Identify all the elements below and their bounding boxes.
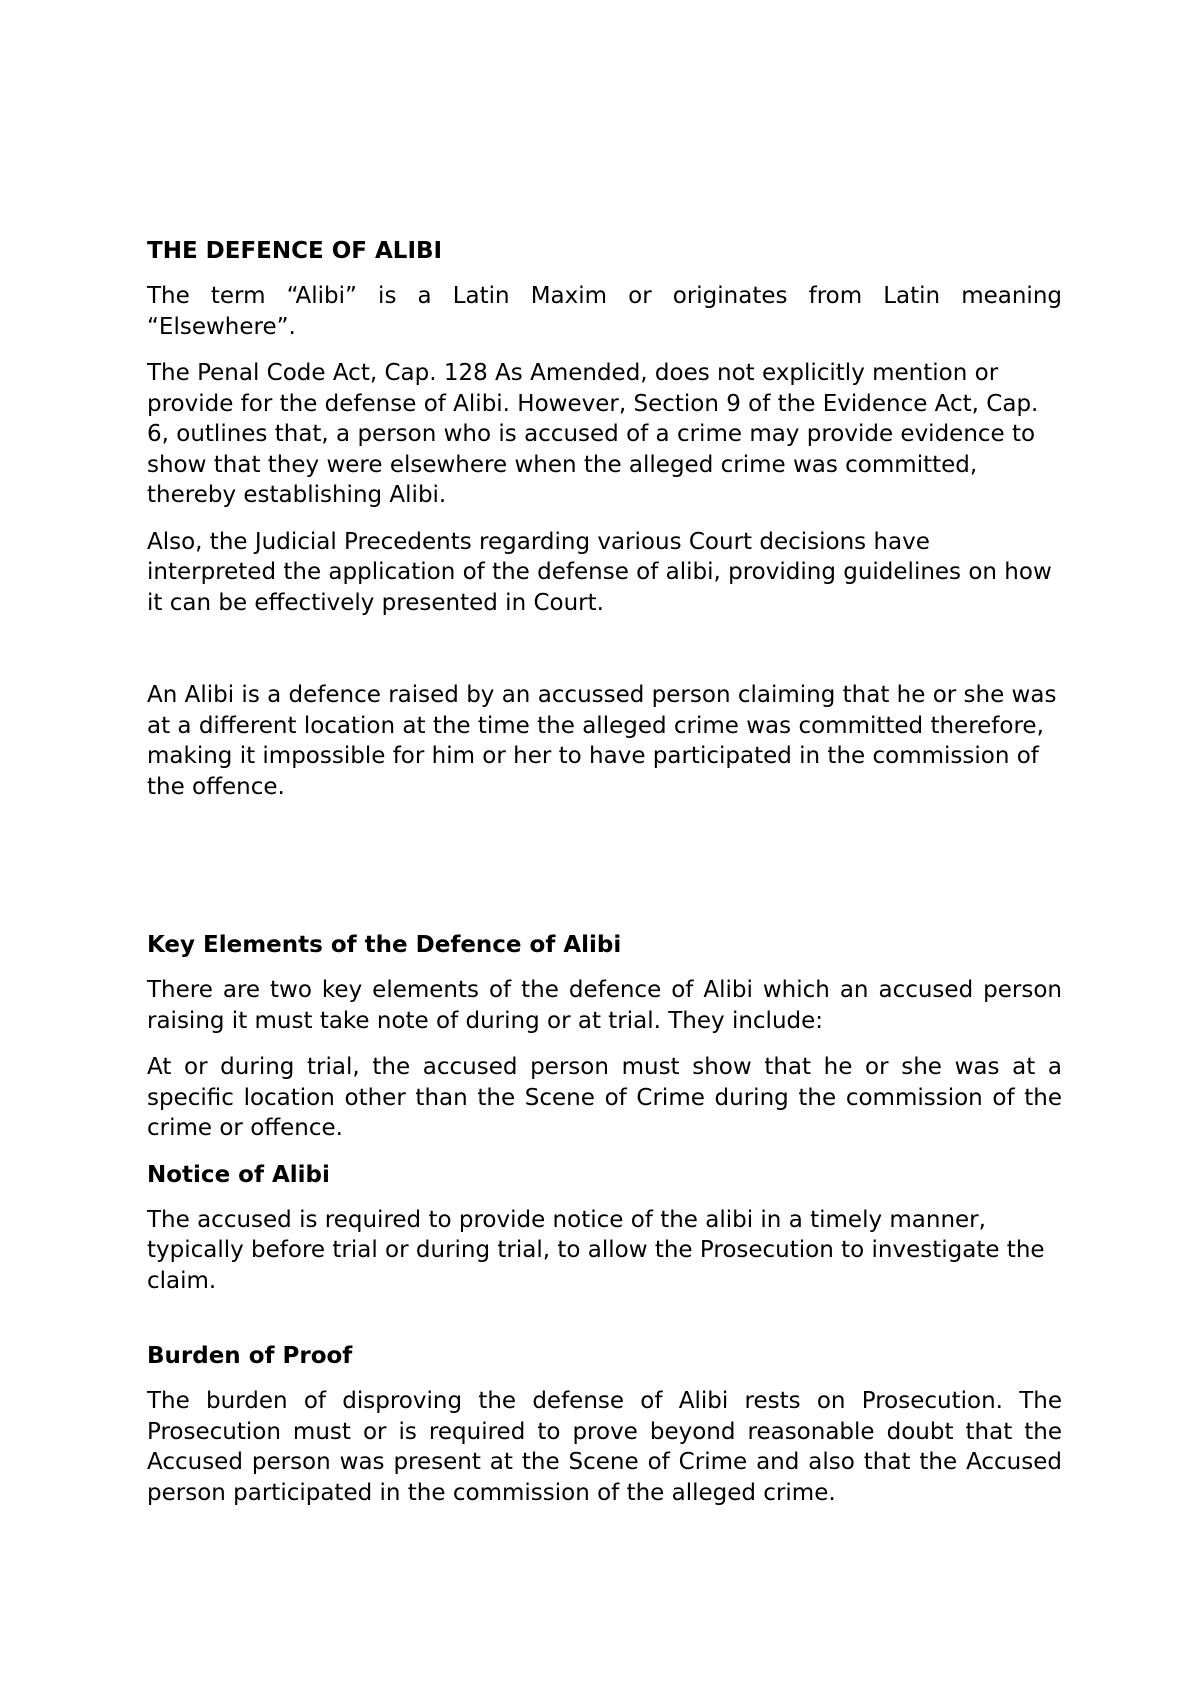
paragraph-alibi-definition: An Alibi is a defence raised by an accussed person claiming that he or she was at a different location at the time the alleged crime was committed therefore, making it impossible for him or her to have participated in the commission of the offence. [147, 682, 1057, 800]
document-body [147, 236, 1062, 1508]
heading-burden-of-proof: Burden of Proof [147, 1343, 353, 1369]
paragraph-alibi-meaning: The term “Alibi” is a Latin Maxim or originates from Latin meaning “Elsewhere”. [147, 283, 1062, 340]
paragraph-burden-of-proof: The burden of disproving the defense of Alibi rests on Prosecution. The Prosecution must or is required to prove beyond reasonable doubt that the Accused person was present at the Scene of Crime and also that the Accused person participated in the commission of the alleged crime. [147, 1388, 1062, 1506]
heading-key-elements: Key Elements of the Defence of Alibi [147, 932, 622, 958]
paragraph-penal-code: The Penal Code Act, Cap. 128 As Amended, does not explicitly mention or provide for the defense of Alibi. However, Section 9 of the Evidence Act, Cap. 6, outlines that, a person who is accused of a crime may provide evidence to show that they were elsewhere when the alleged crime was committed, thereby establishing Alibi. [147, 360, 1039, 508]
paragraph-specific-location: At or during trial, the accused person must show that he or she was at a specific location other than the Scene of Crime during the commission of the crime or offence. [147, 1054, 1062, 1141]
paragraph-notice-of-alibi: The accused is required to provide notice of the alibi in a timely manner, typically before trial or during trial, to allow the Prosecution to investigate the claim. [147, 1206, 1045, 1294]
paragraph-judicial-precedents: Also, the Judicial Precedents regarding various Court decisions have interpreted the application of the defense of alibi, providing guidelines on how it can be effectively presented in Court. [147, 528, 1052, 616]
document-title: THE DEFENCE OF ALIBI [147, 238, 443, 264]
paragraph-key-elements-intro: There are two key elements of the defence of Alibi which an accused person raising it must take note of during or at trial. They include: [147, 977, 1062, 1034]
heading-notice-of-alibi: Notice of Alibi [147, 1161, 330, 1188]
